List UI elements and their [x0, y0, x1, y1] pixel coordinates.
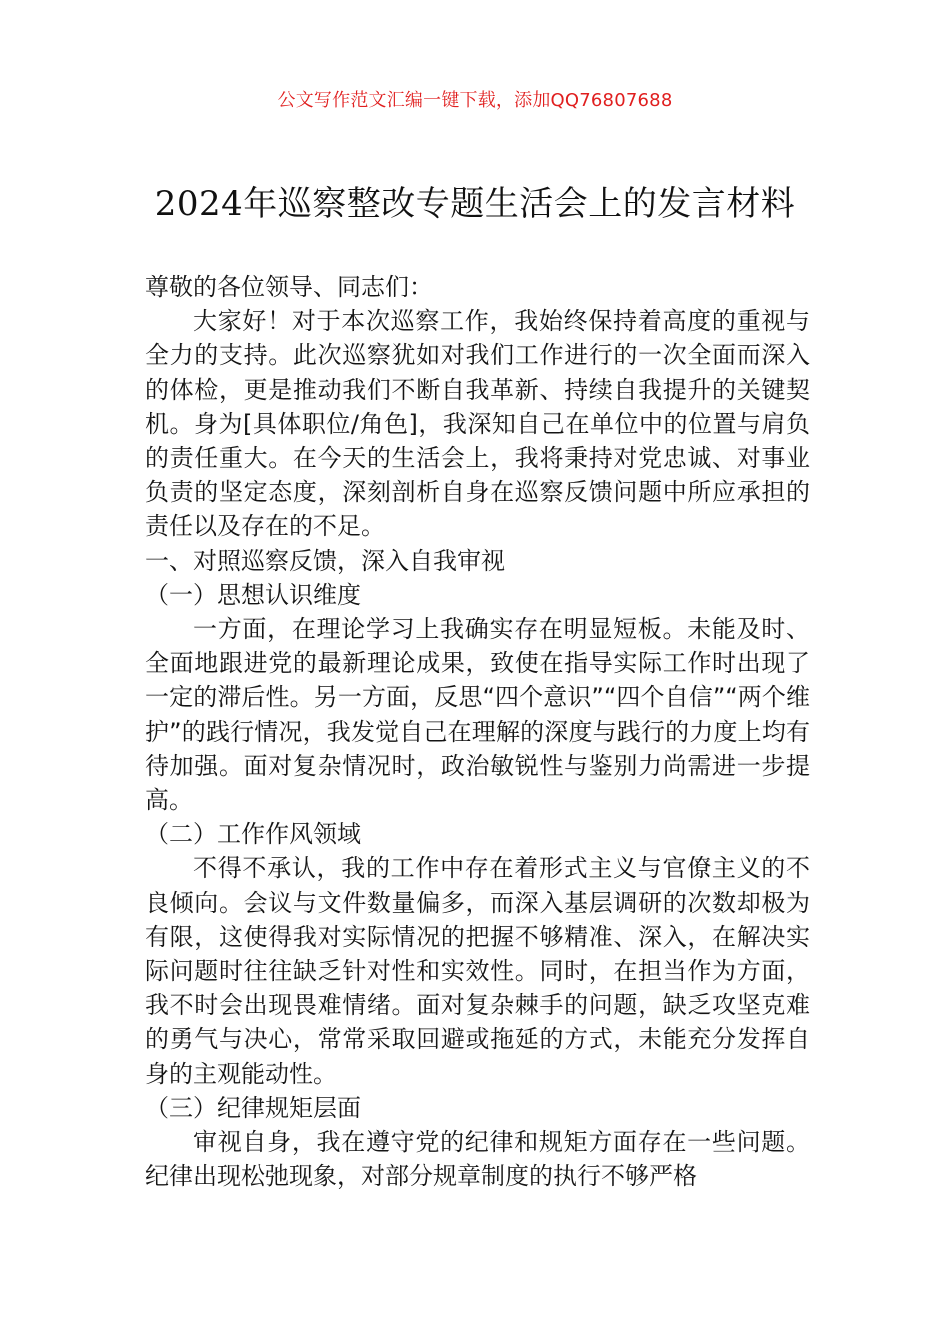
- paragraph: 不得不承认，我的工作中存在着形式主义与官僚主义的不良倾向。会议与文件数量偏多，而深入基层调研的次数却极为有限，这使得我对实际情况的把握不够精准、深入，在解决实际问题时往往缺乏针对性和实效性。同时，在担当作为方面，我不时会出现畏难情绪。面对复杂棘手的问题，缺乏攻坚克难的勇气与决心，常常采取回避或拖延的方式，未能充分发挥自身的主观能动性。: [145, 854, 810, 1088]
- paragraph: 审视自身，我在遵守党的纪律和规矩方面存在一些问题。纪律出现松弛现象，对部分规章制度的执行不够严格: [145, 1128, 810, 1191]
- document-body: [145, 270, 810, 1193]
- intro-paragraph: 大家好！对于本次巡察工作，我始终保持着高度的重视与全力的支持。此次巡察犹如对我们工作进行的一次全面而深入的体检，更是推动我们不断自我革新、持续自我提升的关键契机。身为[具体职位/角色]，我深知自己在单位中的位置与肩负的责任重大。在今天的生活会上，我将秉持对党忠诚、对事业负责的坚定态度，深刻剖析自身在巡察反馈问题中所应承担的责任以及存在的不足。: [145, 307, 810, 541]
- subsection-heading: （一）思想认识维度: [145, 580, 361, 609]
- section-heading: 一、对照巡察反馈，深入自我审视: [145, 546, 505, 575]
- subsection-heading: （三）纪律规矩层面: [145, 1093, 361, 1122]
- salutation: 尊敬的各位领导、同志们：: [145, 273, 433, 301]
- paragraph: 一方面，在理论学习上我确实存在明显短板。未能及时、全面地跟进党的最新理论成果，致使在指导实际工作时出现了一定的滞后性。另一方面，反思“四个意识”“四个自信”“两个维护”的践行情况，我发觉自己在理解的深度与践行的力度上均有待加强。面对复杂情况时，政治敏锐性与鉴别力尚需进一步提高。: [145, 615, 810, 815]
- watermark-text: 公文写作范文汇编一键下载，添加QQ76807688: [277, 90, 673, 111]
- page-title: 2024年巡察整改专题生活会上的发言材料: [154, 184, 796, 224]
- subsection-heading: （二）工作作风领域: [145, 820, 361, 849]
